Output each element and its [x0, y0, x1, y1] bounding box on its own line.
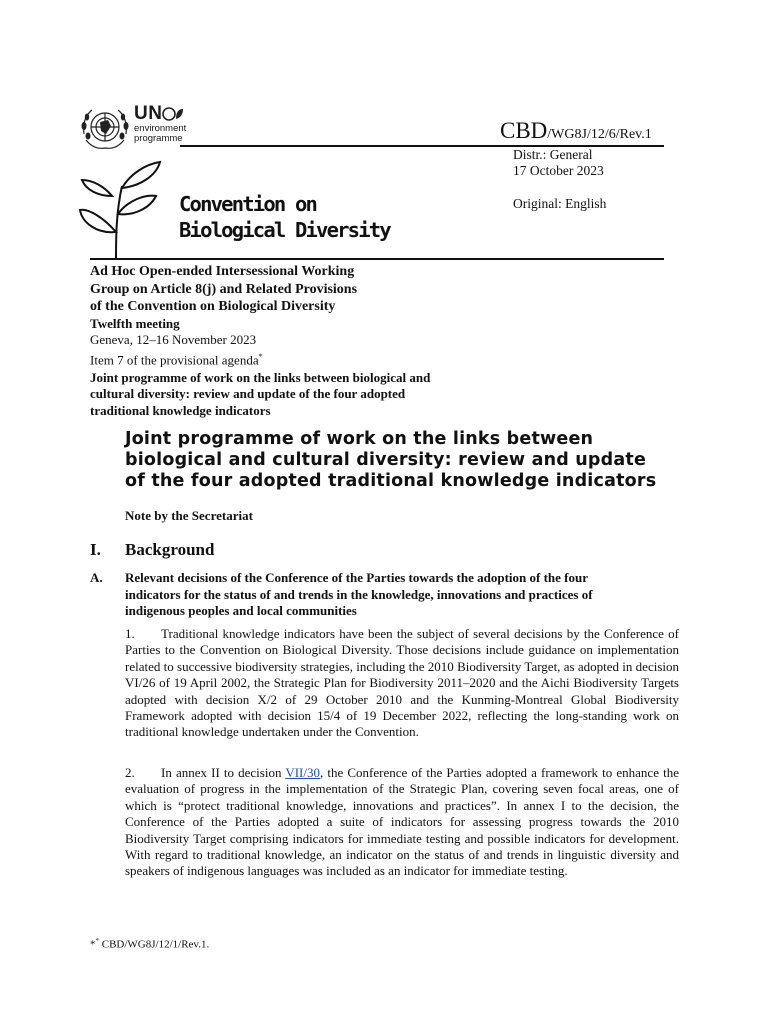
- footnote: [90, 937, 209, 951]
- section-number: I.: [90, 540, 101, 559]
- document-symbol: [500, 118, 652, 148]
- decision-vii-30-link[interactable]: VII/30: [285, 765, 320, 780]
- section-title: Background: [125, 540, 215, 559]
- paragraph-number: 2.: [125, 765, 135, 780]
- unep-line-1: environment: [134, 123, 187, 134]
- meeting-info: [90, 263, 470, 420]
- footnote-mark: *: [95, 937, 99, 945]
- agenda-title-line: Joint programme of work on the links between biological and: [90, 369, 431, 385]
- agenda-title-line: cultural diversity: review and update of the four adopted: [90, 386, 406, 402]
- subsection-letter: A.: [90, 570, 103, 585]
- unep-line-2: programme: [134, 133, 183, 144]
- cbd-wordmark-line-1: Convention on: [179, 192, 317, 216]
- paragraph-2: [125, 765, 679, 880]
- meeting-session: Twelfth meeting: [90, 315, 180, 331]
- meeting-venue-dates: Geneva, 12–16 November 2023: [90, 332, 257, 348]
- note-by-secretariat: Note by the Secretariat: [125, 508, 253, 523]
- working-group-line: Ad Hoc Open-ended Intersessional Working: [90, 264, 355, 279]
- cbd-wordmark: [179, 191, 390, 243]
- un-globe-emblem-icon: [78, 104, 132, 152]
- paragraph-1: [125, 626, 679, 741]
- document-title-line: biological and cultural diversity: review and update: [125, 450, 647, 470]
- paragraph-text-start: In annex II to decision: [161, 765, 286, 780]
- document-title-line: Joint programme of work on the links between: [125, 429, 594, 449]
- unep-mark-icon: [162, 107, 184, 121]
- original-language: Original: English: [513, 196, 607, 211]
- distribution: Distr.: General: [513, 147, 593, 162]
- footnote-star: *: [90, 938, 96, 951]
- cbd-plant-emblem-icon: [76, 158, 168, 262]
- agenda-item-text: Item 7 of the provisional agenda: [90, 352, 259, 368]
- cbd-wordmark-line-2: Biological Diversity: [179, 218, 390, 242]
- agenda-footnote-mark: *: [258, 352, 263, 362]
- distribution-block: [513, 147, 604, 179]
- symbol-main: CBD: [500, 118, 548, 143]
- document-date: 17 October 2023: [513, 163, 604, 178]
- subsection-title: Relevant decisions of the Conference of the Parties towards the adoption of the four indicators for the status of and trends in the knowledge, innovations and practices of indigenous peoples and local communities: [125, 570, 593, 618]
- paragraph-text-rest: , the Conference of the Parties adopted a framework to enhance the evaluation of progress in the implementation of the Strategic Plan, covering seven focal areas, one of which is “protect traditional knowledge, innovations and practices”. In annex I to the decision, the Conference of the Parties adopted a suite of indicators for assessing progress towards the 2010 Biodiversity Target comprising indicators for immediate testing and possible indicators for development. With regard to traditional knowledge, an indicator on the status of and trends in linguistic diversity and speakers of indigenous languages was included as an indicator for immediate testing.: [125, 765, 679, 879]
- agenda-title-line: traditional knowledge indicators: [90, 403, 271, 419]
- working-group-line: of the Convention on Biological Diversity: [90, 299, 336, 314]
- paragraph-text: Traditional knowledge indicators have been the subject of several decisions by the Conference of Parties to the Convention on Biological Diversity. Those decisions include guidance on implementation related to successive biodiversity strategies, including the 2010 Biodiversity Target, as adopted in decision VI/26 of 19 April 2002, the Strategic Plan for Biodiversity 2011–2020 and the Aichi Biodiversity Targets adopted with decision X/2 of 29 October 2010 and the Kunming-Montreal Global Biodiversity Framework adopted with decision 15/4 of 19 December 2022, reflecting the long-standing work on traditional knowledge undertaken under the Convention.: [125, 626, 679, 740]
- document-title-line: of the four adopted traditional knowledge indicators: [125, 471, 657, 491]
- header-rule-bottom: [90, 258, 664, 260]
- un-acronym: UN: [134, 103, 163, 124]
- agenda-item: [90, 349, 470, 369]
- paragraph-number: 1.: [125, 626, 135, 641]
- document-title: [125, 429, 685, 492]
- symbol-suffix: /WG8J/12/6/Rev.1: [547, 127, 652, 142]
- working-group-line: Group on Article 8(j) and Related Provisions: [90, 281, 358, 297]
- footnote-text: CBD/WG8J/12/1/Rev.1.: [101, 938, 210, 951]
